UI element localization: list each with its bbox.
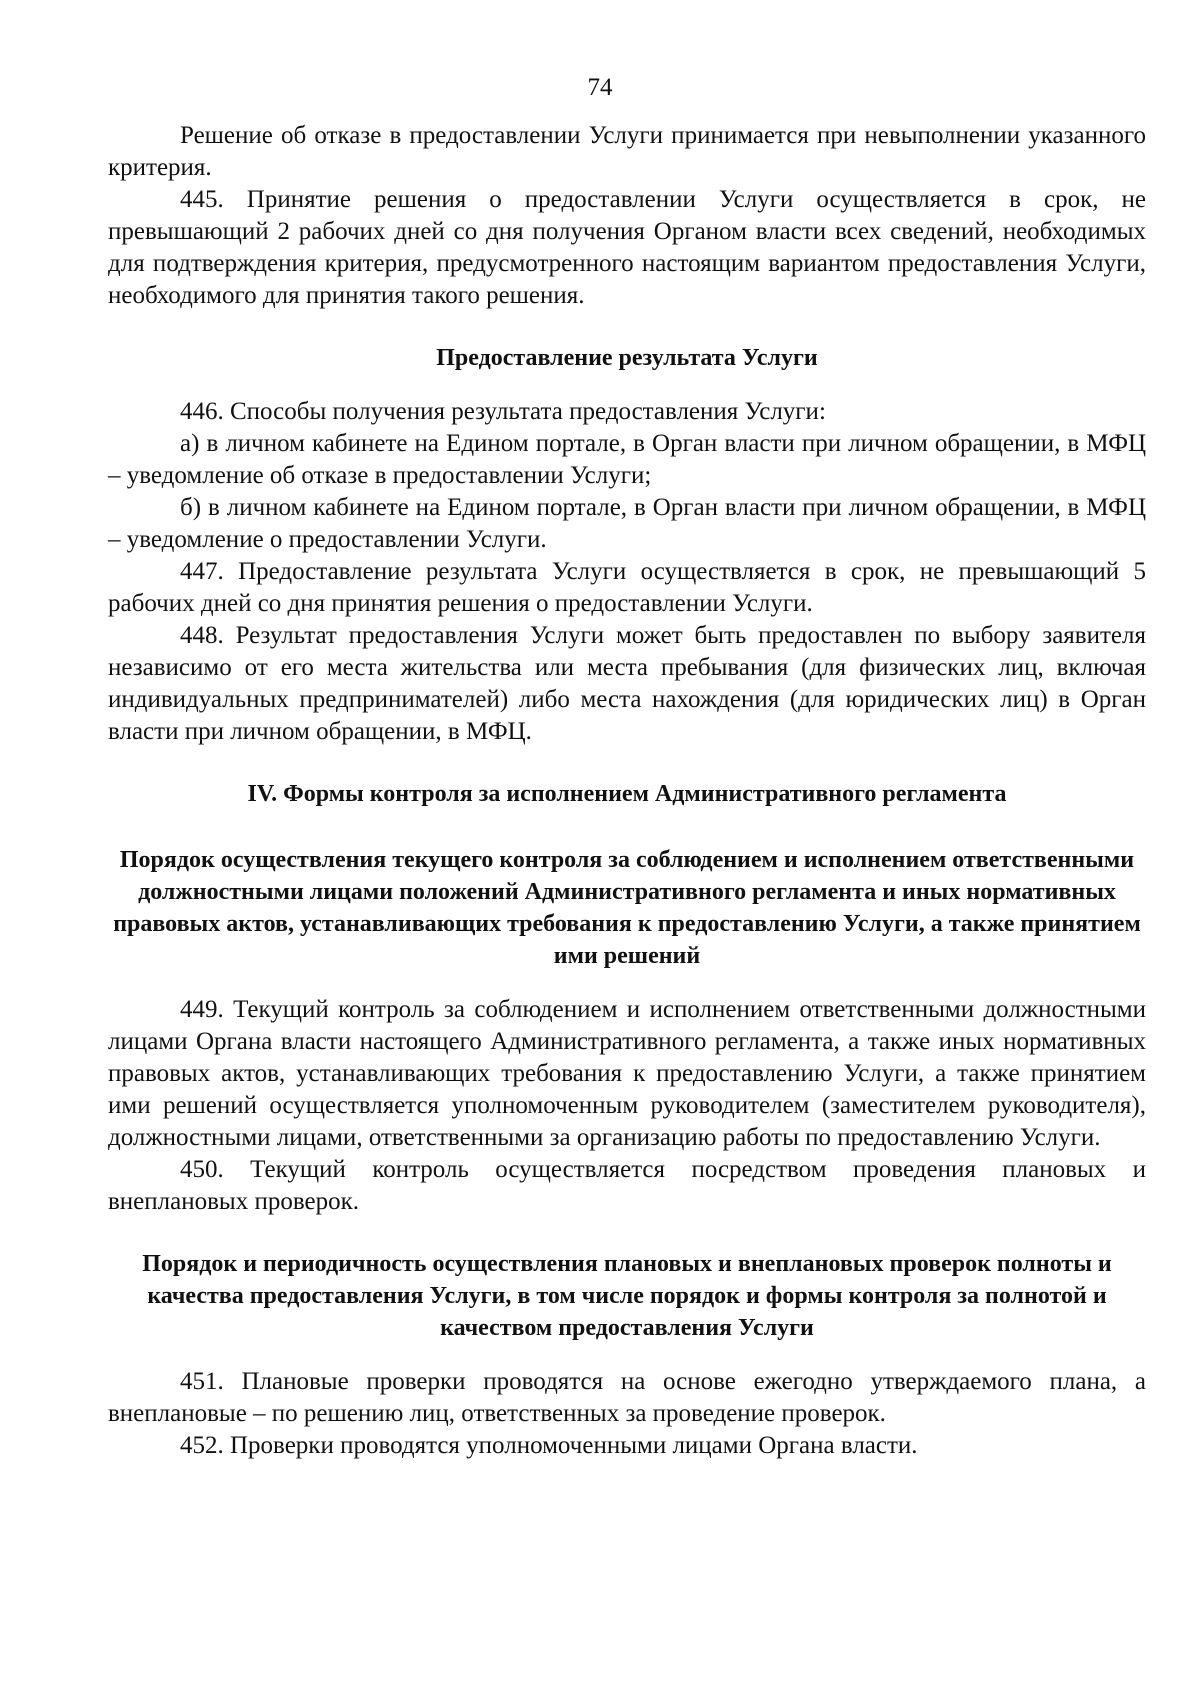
paragraph-451: 451. Плановые проверки проводятся на основе ежегодно утверждаемого плана, а внеплановые – по решению лиц, ответственных за проведение проверок. [108, 1368, 1146, 1427]
document-body [108, 120, 1146, 1462]
paragraph-449: 449. Текущий контроль за соблюдением и исполнением ответственными должностными лицами Органа власти настоящего Административного регламента, а также иных нормативных правовых актов, устанавливающих требования к предоставлению Услуги, а также принятием ими решений осуществляется уполномоченным руководителем (заместителем руководителя), должностными лицами, ответственными за организацию работы по предоставлению Услуги. [108, 996, 1146, 1151]
heading-current-control: Порядок осуществления текущего контроля за соблюдением и исполнением ответственными должностными лицами положений Административного регламента и иных нормативных правовых актов, устанавливающих требования к предоставлению Услуги, а также принятием ими решений [113, 847, 1141, 969]
paragraph-446: 446. Способы получения результата предоставления Услуги: [180, 398, 826, 425]
heading-result-provision: Предоставление результата Услуги [436, 345, 818, 371]
paragraph-refusal-decision: Решение об отказе в предоставлении Услуги принимается при невыполнении указанного критерия. [108, 122, 1146, 181]
paragraph-446-b: б) в личном кабинете на Едином портале, в Орган власти при личном обращении, в МФЦ – уведомление о предоставлении Услуги. [108, 494, 1146, 553]
heading-section-iv: IV. Формы контроля за исполнением Административного регламента [247, 781, 1007, 807]
paragraph-448: 448. Результат предоставления Услуги может быть предоставлен по выбору заявителя независимо от его места жительства или места пребывания (для физических лиц, включая индивидуальных предпринимателей) либо места нахождения (для юридических лиц) в Орган власти при личном обращении, в МФЦ. [108, 622, 1146, 745]
paragraph-452: 452. Проверки проводятся уполномоченными лицами Органа власти. [180, 1432, 918, 1459]
heading-inspections: Порядок и периодичность осуществления плановых и внеплановых проверок полноты и качества предоставления Услуги, в том числе порядок и формы контроля за полнотой и качеством предоставления Услуги [142, 1251, 1112, 1341]
paragraph-450: 450. Текущий контроль осуществляется посредством проведения плановых и внеплановых проверок. [108, 1156, 1146, 1215]
paragraph-445: 445. Принятие решения о предоставлении Услуги осуществляется в срок, не превышающий 2 рабочих дней со дня получения Органом власти всех сведений, необходимых для подтверждения критерия, предусмотренного настоящим вариантом предоставления Услуги, необходимого для принятия такого решения. [108, 186, 1146, 309]
paragraph-446-a: а) в личном кабинете на Едином портале, в Орган власти при личном обращении, в МФЦ – уведомление об отказе в предоставлении Услуги; [108, 430, 1146, 489]
paragraph-447: 447. Предоставление результата Услуги осуществляется в срок, не превышающий 5 рабочих дней со дня принятия решения о предоставлении Услуги. [108, 558, 1146, 617]
page-number: 74 [587, 74, 613, 101]
